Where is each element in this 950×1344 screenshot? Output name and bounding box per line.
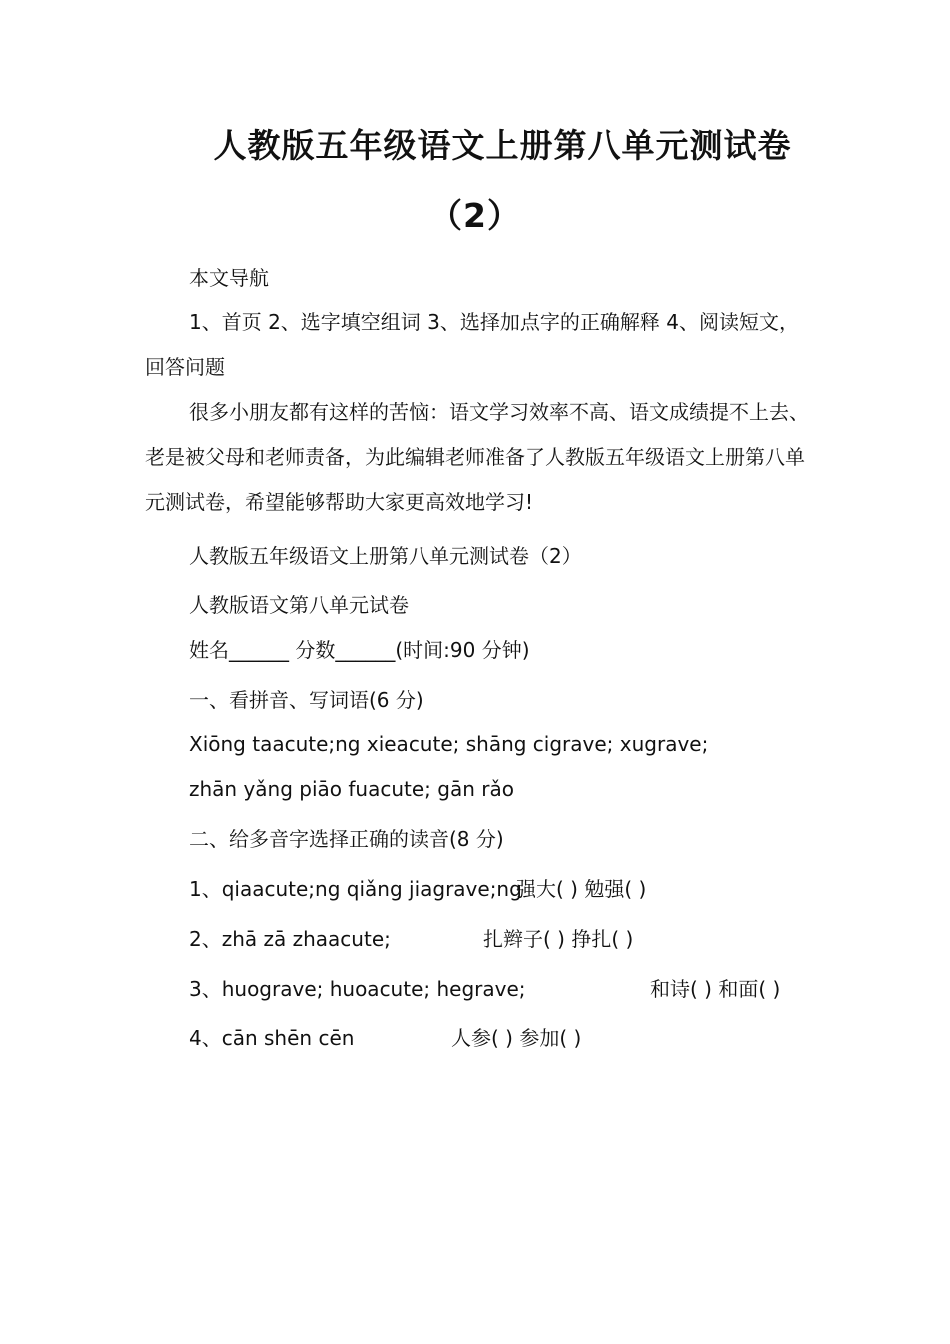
section2-item-words: 扎辫子( ) 挣扎( ) <box>483 927 634 951</box>
section2-item-pinyin: 3、huograve; huoacute; hegrave; <box>189 977 526 1001</box>
section2-item-words: 和诗( ) 和面( ) <box>650 977 781 1001</box>
section1-pinyin-line1: Xiōng taacute;ng xieacute; shāng cigrave; xugrave; <box>189 732 709 756</box>
section2-item-pinyin: 2、zhā zā zhaacute; <box>189 927 391 951</box>
section2-item-pinyin: 4、cān shēn cēn <box>189 1026 355 1050</box>
document-title-number: （2） <box>429 196 521 235</box>
subtitle: 人教版五年级语文上册第八单元测试卷（2） <box>189 544 582 568</box>
section1-pinyin-line2: zhān yǎng piāo fuacute; gān rǎo <box>189 777 514 801</box>
section2-item-words: 强大( ) 勉强( ) <box>516 877 647 901</box>
section2-item-words: 人参( ) 参加( ) <box>451 1026 582 1050</box>
document-title: 人教版五年级语文上册第八单元测试卷 <box>213 126 792 165</box>
nav-heading: 本文导航 <box>189 266 269 290</box>
intro-paragraph: 很多小朋友都有这样的苦恼：语文学习效率不高、语文成绩提不上去、老是被父母和老师责备，为此编辑老师准备了人教版五年级语文上册第八单元测试卷，希望能够帮助大家更高效地学习! <box>145 400 809 514</box>
info-line: 姓名______ 分数______(时间:90 分钟) <box>189 638 530 662</box>
section2-item-pinyin: 1、qiaacute;ng qiǎng jiagrave;ng <box>189 877 522 901</box>
exam-name: 人教版语文第八单元试卷 <box>189 593 409 617</box>
section2-heading: 二、给多音字选择正确的读音(8 分) <box>189 827 504 851</box>
nav-items: 1、首页 2、选字填空组词 3、选择加点字的正确解释 4、阅读短文，回答问题 <box>145 310 799 379</box>
section1-heading: 一、看拼音、写词语(6 分) <box>189 688 424 712</box>
